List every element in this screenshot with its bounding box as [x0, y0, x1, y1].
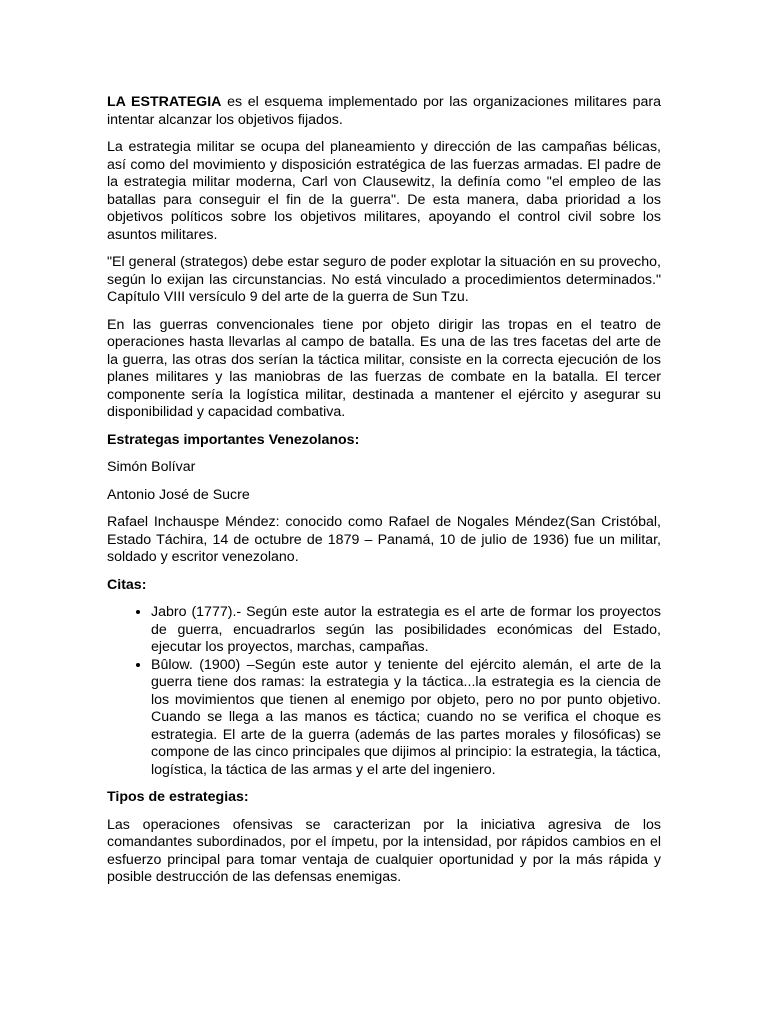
heading-tipos: Tipos de estrategias:: [107, 789, 249, 805]
heading-citas: Citas:: [107, 576, 147, 593]
document-body: [107, 94, 661, 897]
strategist-nogales: Rafael Inchauspe Méndez: conocido como Rafael de Nogales Méndez(San Cristóbal, Estado Táchira, 14 de octubre de 1879 – Panamá, 10 de julio de 1936) fue un militar, soldado y escritor venezolano.: [107, 514, 661, 565]
paragraph-military-strategy: La estrategia militar se ocupa del planeamiento y dirección de las campañas bélicas, así como del movimiento y disposición estratégica de las fuerzas armadas. El padre de la estrategia militar moderna, Carl von Clausewitz, la definía como "el empleo de las batallas para conseguir el fin de la guerra". De esta manera, daba prioridad a los objetivos políticos sobre los objetivos militares, apoyando el control civil sobre los asuntos militares.: [107, 139, 661, 243]
heading-venezuelan-strategists: Estrategas importantes Venezolanos:: [107, 431, 360, 448]
paragraph-offensive-operations: Las operaciones ofensivas se caracterizan por la iniciativa agresiva de los comandantes subordinados, por el ímpetu, por la intensidad, por rápidos cambios en el esfuerzo principal para tomar ventaja de cualquier oportunidad y por la más rápida y posible destrucción de las defensas enemigas.: [107, 816, 661, 885]
cita-jabro: • Jabro (1777).- Según este autor la estrategia es el arte de formar los proyectos de guerra, encuadrarlos según las posibilidades económicas del Estado, ejecutar los proyectos, marchas, campañas.: [151, 604, 661, 657]
paragraph-conventional-wars: En las guerras convencionales tiene por objeto dirigir las tropas en el teatro de operaciones hasta llevarlas al campo de batalla. Es una de las tres facetas del arte de la guerra, las otras dos serían la táctica militar, consiste en la correcta ejecución de los planes militares y las maniobras de las fuerzas de combate en la batalla. El tercer componente sería la logística militar, destinada a mantener el ejército y asegurar su disponibilidad y capacidad combativa.: [107, 316, 661, 420]
strategist-sucre: Antonio José de Sucre: [107, 486, 250, 503]
intro-paragraph: [107, 94, 661, 129]
strategist-bolivar: Simón Bolívar: [107, 459, 196, 475]
paragraph-sun-tzu-quote: "El general (strategos) debe estar seguro de poder explotar la situación en su provecho, según lo exijan las circunstancias. No está vinculado a procedimientos determinados." Capítulo VIII versículo 9 del arte de la guerra de Sun Tzu.: [107, 254, 661, 305]
intro-text: es el esquema implementado por las organizaciones militares para intentar alcanzar los objetivos fijados.: [107, 94, 661, 128]
cita-bulow: • Bûlow. (1900) –Según este autor y teniente del ejército alemán, el arte de la guerra tiene dos ramas: la estrategia y la táctica...la estrategia es la ciencia de los movimientos que tienen al enemigo por objeto, pero no por punto objetivo. Cuando se llega a las manos es táctica; cuando no se verifica el choque es estrategia. El arte de la guerra (además de las partes morales y filosóficas) se compone de las cinco principales que dijimos al principio: la estrategia, la táctica, logística, la táctica de las armas y el arte del ingeniero.: [151, 657, 661, 780]
citas-list: [107, 604, 661, 779]
intro-lead-term: LA ESTRATEGIA: [107, 94, 222, 110]
